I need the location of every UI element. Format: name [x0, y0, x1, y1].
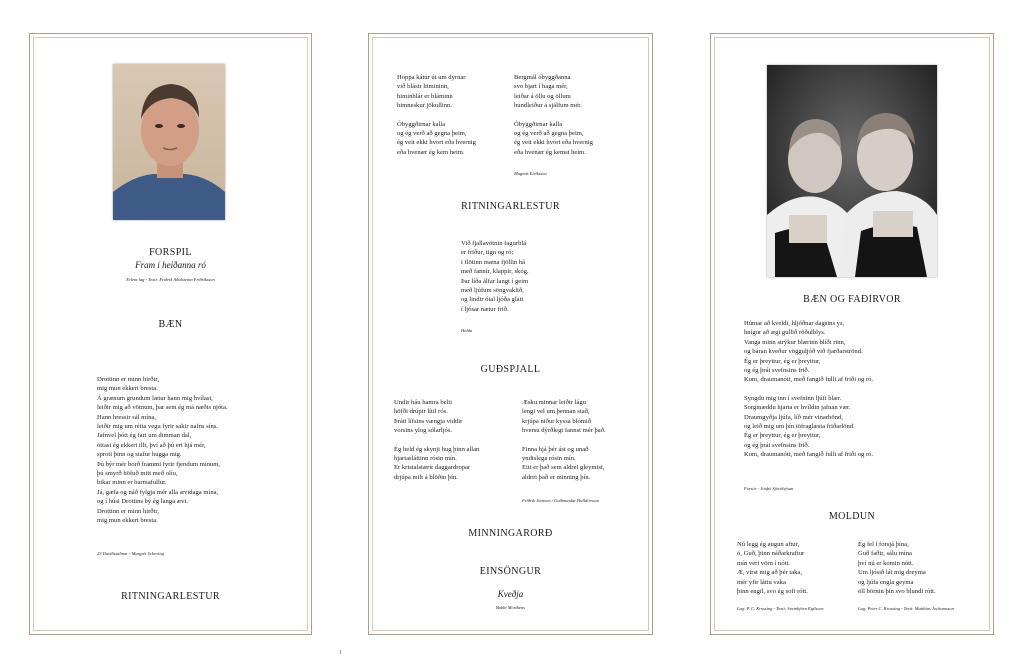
two-boys-photo	[767, 65, 937, 277]
program-page-3	[710, 33, 994, 635]
kvoldljod-verse: Húmar að kveldi, hljóðnar dagsins ys, hnígur að ægi gullið röðulblys. Vanga minn strýkur blærinn blíði rinn, og báran kveður vögguljóð við fjarðarströnd. Ég er þreyttur, ég er þreyttur, og ég þrái svefnsins frið. Kom, draumanótt, með fangið fullt af friði og ró. Syngdu mig inn í svefninn ljúfi blær. Sorgmæddu hjarta er hvíldin jafnan vær. Draumgyðja ljúfa, líð mér vinarhönd, og leið mig um þín töfraglæsta friðarlönd. Ég er þreyttur, ég er þreyttur, og ég þrái svefnsins frið. Kom, draumanótt, með fangið fullt af friði og ró.	[744, 320, 874, 459]
forspil-subtitle: Fram í heiðanna ró	[135, 260, 206, 270]
gudspjall-credit: Friðrik Jónsson / Guðmundur Halldórsson	[522, 498, 600, 503]
minningarord-heading: MINNINGARORÐ	[468, 528, 553, 539]
psalm-credit: 23 Davíðssálmur - Margrét Scheving	[97, 551, 164, 556]
forspil-heading: FORSPIL	[149, 247, 192, 258]
einsongur-credit: Bubbi Morthens	[495, 605, 526, 610]
fold-mark	[340, 650, 341, 654]
portrait-photo	[113, 64, 225, 220]
einsongur-heading: EINSÖNGUR	[479, 566, 542, 577]
poem-credit: Magnús Eiríksson	[514, 171, 547, 176]
moldun-right-column: Ég fel í forsjá þína, Guð faðir, sálu mína því nú er komin nótt. Um ljósið lát mig dreyma og ljúfa engla geyma öll börnin þín svo blundi rótt.	[858, 541, 936, 596]
program-page-1	[29, 33, 312, 635]
baen-og-fadirvor-heading: BÆN OG FAÐIRVOR	[803, 294, 901, 305]
poem-right-column: Bergmál óbyggðanna svo bjart í haga mér, leiðar á öllu og öllum hundleiður á sjálfum mér. Óbyggðirnar kalla og ég verð að gegna þeim, ég veit ekki hvort eða hvernig eða hvenær ég kemst heim.	[514, 74, 593, 156]
moldun-credit-left: Lag: P. C. Krossing - Texti: Sveinbjörn Egilsson	[737, 606, 824, 611]
kvoldljod-credit: Forsör - Jónþó Sjörölsýsan	[744, 486, 794, 491]
program-page-2	[368, 33, 653, 635]
baen-heading: BÆN	[158, 319, 183, 330]
ritningarlestur-heading: RITNINGARLESTUR	[461, 201, 560, 212]
forspil-credit: Erlent lag - Texti: Friðrik Aðalsteinn Friðriksson	[126, 277, 215, 282]
einsongur-subtitle: Kveðja	[497, 589, 524, 599]
gudspjall-left-column: Undir háu hamra belti höfði drúpir lítil rós. Þrátt lífsins vængja viddir vorsins ylog sólarljós. Ég held ég skynji hug þinn allan hjartasláttinn rósin mín. Er kristalstærir daggardropar drjúpa milt á blöðin þín.	[394, 399, 480, 481]
poem-left-column: Hoppa kátur út um dyrnar við blásir himininn, himinblár er bláminn himneskur jökullinn. Óbyggðirnar kalla og ég verð að gegna þeim, ég veit ekki hvort eða hvernig eða hvenær ég kem heim.	[397, 74, 476, 156]
fjallavotn-credit: Hulda	[461, 328, 473, 333]
fjallavotn-verse: Við fjallavötnin fagurblá er friður, tign og ró; í flötinn mæna fjöllin há með fannir, klappir, skóg. Þar líða álfar langt í geim með ljúfum söngvaklið, og lindir ótal ljóða glatt í ljósar nætur frið.	[461, 240, 529, 313]
gudspjall-right-column: Æsku minnar leiðir lágu lengi vel um þennan stað, krjúpa niður kyssa blómið hversu dýrðlegt fannst mér það. Finna hjá þér ást og unað yndislega rósin mín. Eitt er það sem aldrei gleymist, aldrei það er minning þín.	[522, 399, 606, 481]
moldun-left-column: Nú legg ég augun aftur, ó, Guð, þinn náðarkraftur mín veri vörn í nótt. Æ, virst mig að þér taka, mér yfir láttu vaka þinn engil, svo ég sofi rótt.	[737, 541, 808, 596]
moldun-credit-right: Lag: Peter C. Krossing - Texti: Matthías Jochumsson	[858, 606, 954, 611]
ritningarlestur-heading: RITNINGARLESTUR	[121, 591, 220, 602]
psalm-verse: Drottinn er minn hirðir, mig mun ekkert bresta. Á grænum grundum lætur hann mig hvílast, leiðir mig að vötnum, þar sem ég má næðis njóta. Hann hressir sál mína, leiðir mig um rétta vegu fyrir sakir nafns síns. Jafnvel þótt ég fari um dimman dal, óttast ég ekkert illt, því að þú ert hjá mér, sproti þinn og stafur hugga mig. Þú býr mér borð frammi fyrir fjendum mínum, þú smyrð höfuð mitt með olíu, bikar minn er barmafullur. Já, gæfa og náð fylgja mér alla ævidaga mína, og í húsi Drottins bý ég langa ævi. Drottinn er minn hirðir, mig mun ekkert bresta.	[97, 376, 228, 525]
gudspjall-heading: GUÐSPJALL	[480, 364, 541, 375]
moldun-heading: MOLDUN	[828, 511, 876, 522]
